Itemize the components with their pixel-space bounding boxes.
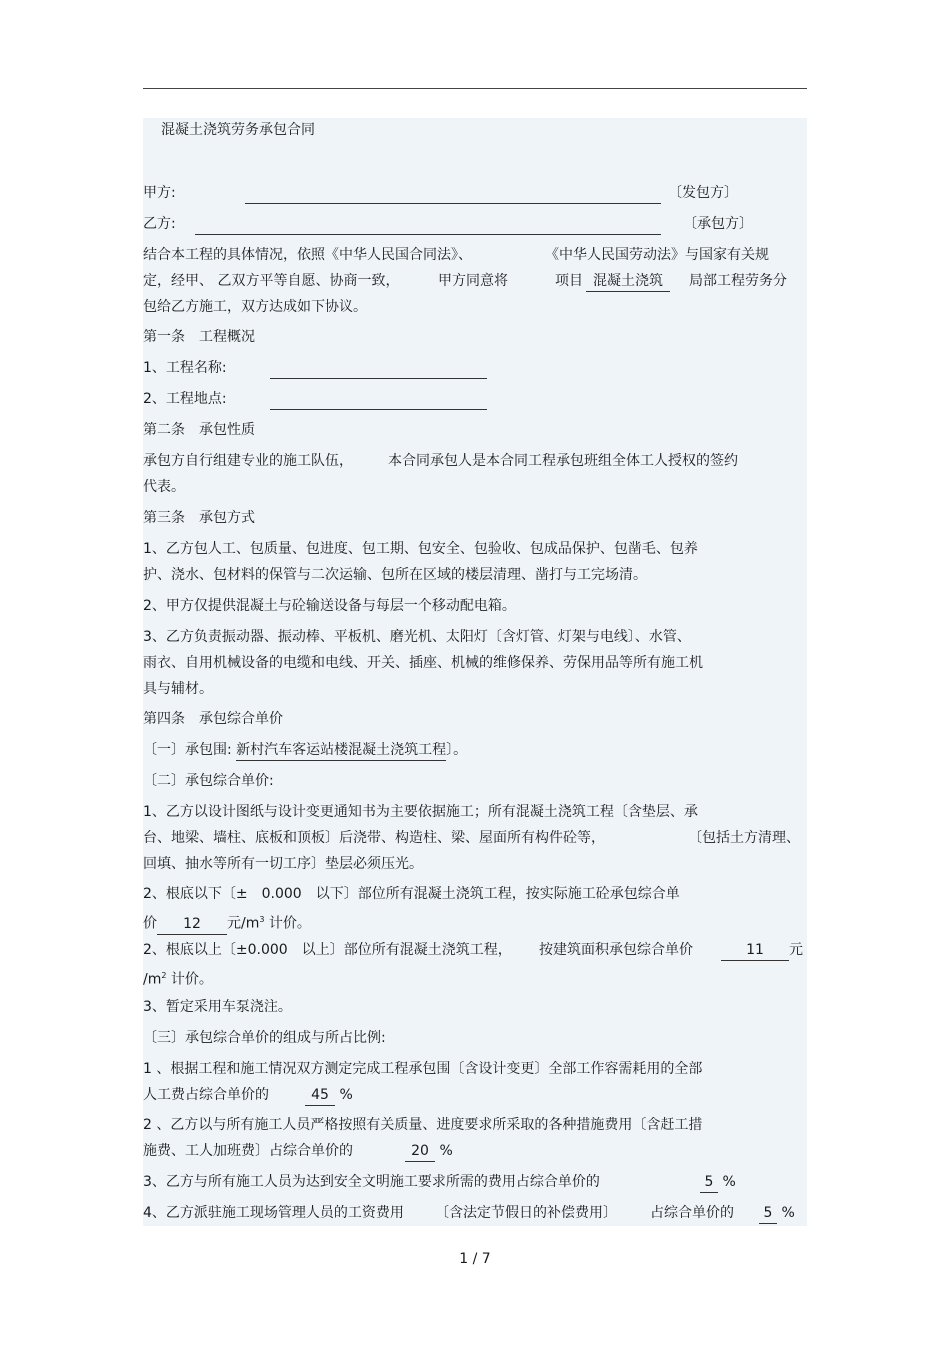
price-item-4: 3、暂定采用车泵浇注。 (143, 999, 292, 1015)
ratio-item-4c: 占综合单价的 (650, 1205, 734, 1221)
party-a-role: 〔发包方〕 (668, 185, 738, 201)
ratio-item-2a: 2 、乙方以与所有施工人员严格按照有关质量、进度要求所采取的各种措施费用〔含赶工措 (143, 1117, 703, 1133)
price-item-2b: 价 12 元$/m^3$ 计价。 (143, 910, 311, 935)
project-location-blank (270, 409, 487, 410)
intro-line-2e: 局部工程劳务分 (689, 273, 787, 289)
ratio-item-4b: 〔含法定节假日的补偿费用〕 (435, 1205, 617, 1221)
article-2-heading: 第二条 承包性质 (143, 422, 255, 438)
project-name-label: 1、工程名称: (143, 360, 227, 376)
ratio-item-3a: 3、乙方与所有施工人员为达到安全文明施工要求所需的费用占综合单价的 (143, 1174, 600, 1190)
price-item-3c: $/m^2$ 计价。 (143, 971, 213, 988)
price-item-1b: 台、地梁、墙柱、底板和顶板〕后浇带、构造柱、梁、屋面所有构件砼等， (143, 830, 605, 846)
intro-line-3: 包给乙方施工，双方达成如下协议。 (143, 299, 367, 315)
labor-cost-ratio: 45 % (305, 1085, 353, 1106)
measures-cost-ratio: 20 % (405, 1141, 453, 1162)
ratio-item-2b: 施费、工人加班费〕占综合单价的 (143, 1143, 353, 1159)
price-item-3a: 2、根底以上〔±0.000 以上〕部位所有混凝土浇筑工程， (143, 942, 512, 958)
article-3-item-3b: 雨衣、自用机械设备的电缆和电线、开关、插座、机械的维修保养、劳保用品等所有施工机 (143, 655, 703, 671)
party-b-blank (195, 234, 661, 235)
ratio-heading: 〔三〕承包综合单价的组成与所占比例: (143, 1030, 386, 1046)
article-3-item-2: 2、甲方仅提供混凝土与砼输送设备与每层一个移动配电箱。 (143, 598, 516, 614)
article-3-item-3a: 3、乙方负责振动器、振动棒、平板机、磨光机、太阳灯〔含灯管、灯架与电线〕、水管、 (143, 629, 691, 645)
below-grade-price: 12 (157, 914, 227, 935)
price-item-1c: 〔包括土方清理、 (688, 830, 800, 846)
article-4-heading: 第四条 承包综合单价 (143, 711, 283, 727)
article-2-line-2: 代表。 (143, 479, 185, 495)
intro-line-2b: 甲方同意将 (438, 273, 508, 289)
party-b-label: 乙方: (143, 216, 176, 232)
intro-line-2a: 定，经甲、 乙双方平等自愿、协商一致， (143, 273, 400, 289)
safety-cost-ratio: 5 % (700, 1172, 736, 1193)
article-2-line-1b: 本合同承包人是本合同工程承包班组全体工人授权的签约 (388, 453, 738, 469)
ratio-item-1b: 人工费占综合单价的 (143, 1087, 269, 1103)
document-title: 混凝土浇筑劳务承包合同 (161, 122, 315, 138)
header-rule (143, 88, 807, 89)
ratio-item-4a: 4、乙方派驻施工现场管理人员的工资费用 (143, 1205, 404, 1221)
intro-line-1a: 结合本工程的具体情况，依照《中华人民国合同法》、 (143, 247, 472, 263)
above-grade-price: 11 元 (721, 940, 803, 961)
article-2-line-1a: 承包方自行组建专业的施工队伍， (143, 453, 353, 469)
party-a-label: 甲方: (143, 185, 176, 201)
article-3-item-1b: 护、浇水、包材料的保管与二次运输、包所在区域的楼层清理、凿打与工完场清。 (143, 567, 647, 583)
unit-price-heading: 〔二〕承包综合单价: (143, 773, 274, 789)
price-item-2a: 2、根底以下〔± 0.000 以下〕部位所有混凝土浇筑工程，按实际施工砼承包综合单 (143, 886, 680, 902)
article-1-heading: 第一条 工程概况 (143, 329, 255, 345)
intro-line-1b: 《中华人民国劳动法》与国家有关规 (545, 247, 769, 263)
price-item-1a: 1、乙方以设计图纸与设计变更通知书为主要依据施工；所有混凝土浇筑工程〔含垫层、承 (143, 804, 698, 820)
page-number: 1 / 7 (459, 1251, 491, 1267)
management-cost-ratio: 5 % (759, 1203, 795, 1224)
party-a-blank (245, 203, 661, 204)
ratio-item-1a: 1 、根据工程和施工情况双方测定完成工程承包围〔含设计变更〕全部工作容需耗用的全部 (143, 1061, 703, 1077)
price-item-1d: 回填、抽水等所有一切工序〕垫层必须压光。 (143, 856, 423, 872)
article-3-item-3c: 具与辅材。 (143, 681, 213, 697)
intro-line-2c: 项目 (555, 273, 583, 289)
article-3-heading: 第三条 承包方式 (143, 510, 255, 526)
intro-project-name: 混凝土浇筑 (586, 271, 670, 292)
party-b-role: 〔承包方〕 (683, 216, 753, 232)
price-item-3b: 按建筑面积承包综合单价 (539, 942, 693, 958)
scope-line: 〔一〕承包围: 新村汽车客运站楼混凝土浇筑工程〕。 (143, 740, 467, 761)
project-location-label: 2、工程地点: (143, 391, 227, 407)
project-name-blank (270, 378, 487, 379)
article-3-item-1a: 1、乙方包人工、包质量、包进度、包工期、包安全、包验收、包成品保护、包凿毛、包养 (143, 541, 698, 557)
